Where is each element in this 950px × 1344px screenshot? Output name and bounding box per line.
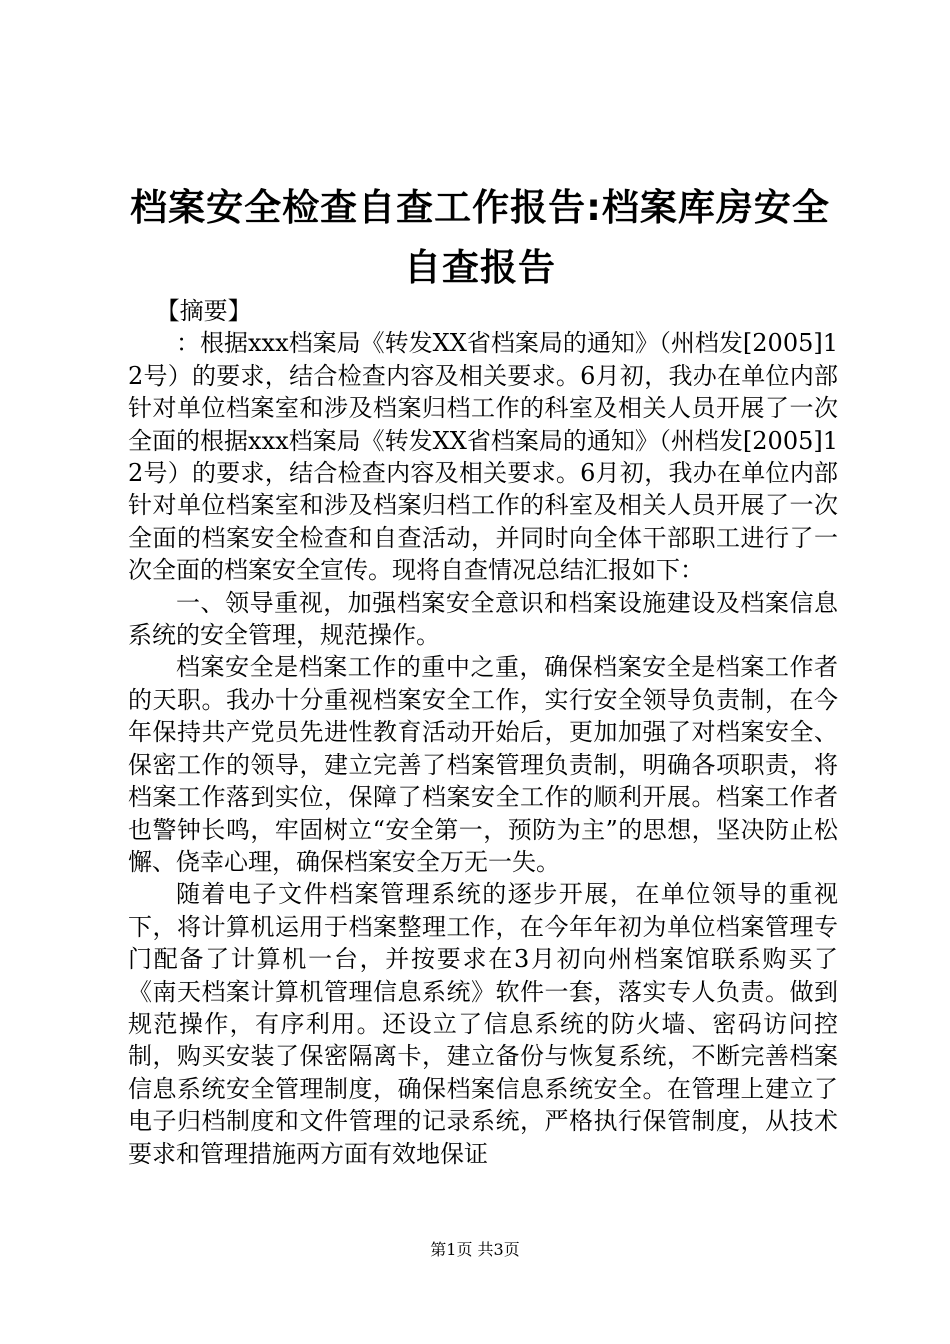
document-title: 档案安全检查自查工作报告:档案库房安全自查报告: [130, 186, 830, 289]
page-footer: 第1页 共3页: [430, 1240, 520, 1259]
abstract-paragraph: ：根据xxx档案局《转发XX省档案局的通知》（州档发[2005]12号）的要求，结合检查内容及相关要求。6月初，我办在单位内部针对单位档案室和涉及档案归档工作的科室及相关人员开展了一次全面的根据xxx档案局《转发XX省档案局的通知》（州档发[2005]12号）的要求，结合检查内容及相关要求。6月初，我办在单位内部针对单位档案室和涉及档案归档工作的科室及相关人员开展了一次全面的档案安全检查和自查活动，并同时向全体干部职工进行了一次全面的档案安全宣传。现将自查情况总结汇报如下：: [128, 329, 838, 585]
body-paragraph: 随着电子文件档案管理系统的逐步开展，在单位领导的重视下，将计算机运用于档案整理工作，在今年年初为单位档案管理专门配备了计算机一台，并按要求在3月初向州档案馆联系购买了《南天档案计算机管理信息系统》软件一套，落实专人负责。做到规范操作，有序利用。还设立了信息系统的防火墙、密码访问控制，购买安装了保密隔离卡，建立备份与恢复系统，不断完善档案信息系统安全管理制度，确保档案信息系统安全。在管理上建立了电子归档制度和文件管理的记录系统，严格执行保管制度，从技术要求和管理措施两方面有效地保证: [128, 880, 838, 1168]
section-heading-one: 一、领导重视，加强档案安全意识和档案设施建设及档案信息系统的安全管理，规范操作。: [128, 588, 838, 650]
document-body: [128, 295, 838, 1170]
body-paragraph: 档案安全是档案工作的重中之重，确保档案安全是档案工作者的天职。我办十分重视档案安全工作，实行安全领导负责制，在今年保持共产党员先进性教育活动开始后，更加加强了对档案安全、保密工作的领导，建立完善了档案管理负责制，明确各项职责，将档案工作落到实位，保障了档案安全工作的顺利开展。档案工作者也警钟长鸣，牢固树立“安全第一，预防为主”的思想，坚决防止松懈、侥幸心理，确保档案安全万无一失。: [128, 653, 838, 876]
abstract-label: 【摘要】: [155, 297, 252, 325]
